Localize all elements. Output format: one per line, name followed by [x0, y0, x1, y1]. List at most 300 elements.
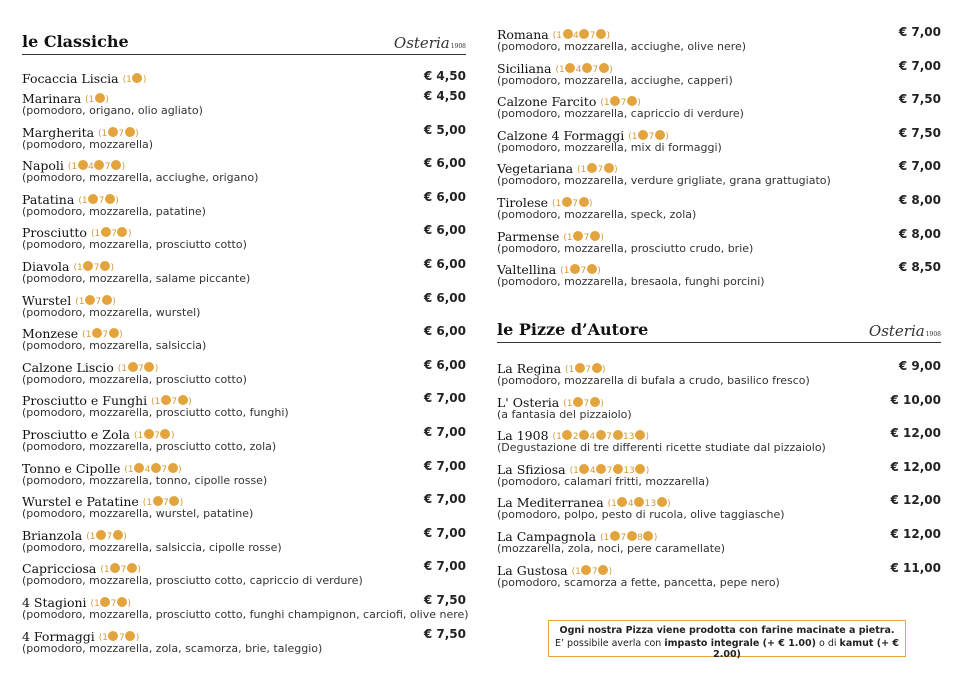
- allergen-icon: [92, 328, 102, 338]
- allergen-number: 1: [121, 363, 128, 374]
- item-ingredients: (pomodoro, mozzarella, verdure grigliate, grana grattugiato): [497, 174, 831, 188]
- item-ingredients: (pomodoro, origano, olio agliato): [22, 104, 203, 117]
- item-name-line: [497, 358, 941, 375]
- item-ingredients: (pomodoro, mozzarella, wurstel, patatine): [22, 507, 254, 521]
- allergen-number: 1: [556, 432, 562, 443]
- allergen-number: 7: [154, 430, 160, 441]
- item-price: € 9,00: [898, 359, 941, 373]
- item-ingredients: (pomodoro, scamorza a fette, pancetta, pepe nero): [497, 575, 780, 589]
- allergen-list: (1 7 ): [82, 330, 123, 341]
- menu-item: [22, 155, 466, 189]
- allergen-number: 1: [556, 31, 562, 41]
- item-ingredients: (a fantasia del pizzaiolo): [497, 407, 632, 421]
- item-name-line: [497, 459, 941, 476]
- item-ingredients: (pomodoro, mozzarella, salame piccante): [22, 271, 251, 285]
- menu-item: [22, 88, 466, 122]
- allergen-number: 1: [555, 198, 562, 209]
- allergen-icon: [168, 463, 178, 473]
- item-name-line: [497, 192, 941, 209]
- allergen-number: 1: [102, 632, 108, 643]
- section-title: le Pizze d’Autore: [497, 320, 649, 339]
- item-price: € 7,00: [423, 458, 466, 473]
- allergen-icon: [573, 231, 583, 241]
- item-price: € 7,00: [423, 525, 466, 540]
- item-name: 4 Stagioni: [22, 594, 87, 610]
- menu-list-classiche-continued: [497, 24, 941, 293]
- allergen-list: (1 ): [122, 75, 147, 85]
- allergen-icon: [160, 429, 170, 439]
- allergen-number: 1: [603, 532, 610, 543]
- menu-item: [22, 222, 466, 256]
- allergen-number: 1: [559, 64, 565, 75]
- item-name-line: [22, 491, 466, 508]
- allergen-icon: [88, 194, 98, 204]
- item-price: € 6,00: [423, 156, 466, 171]
- allergen-number: 13: [623, 465, 635, 476]
- item-ingredients: (pomodoro, mozzarella, acciughe, olive nere): [497, 40, 747, 53]
- allergen-icon: [144, 429, 154, 439]
- allergen-list: (1 2 4 7 13 ): [552, 432, 649, 443]
- allergen-number: 1: [85, 330, 92, 341]
- allergen-number: 7: [104, 162, 111, 173]
- allergen-icon: [117, 227, 127, 237]
- menu-item: [22, 390, 466, 424]
- allergen-icon: [627, 531, 637, 541]
- allergen-icon: [579, 430, 589, 440]
- item-name: Prosciutto e Funghi: [22, 393, 148, 409]
- allergen-number: 7: [95, 296, 102, 307]
- allergen-number: 7: [93, 262, 100, 273]
- allergen-number: 7: [591, 566, 598, 577]
- allergen-icon: [128, 362, 138, 372]
- item-name: Prosciutto: [22, 225, 87, 241]
- item-ingredients: (pomodoro, mozzarella, acciughe, origano): [22, 171, 259, 185]
- item-price: € 7,00: [423, 424, 466, 439]
- allergen-icon: [570, 264, 580, 274]
- item-price: € 7,00: [423, 559, 466, 574]
- item-name-line: [22, 592, 466, 609]
- allergen-icon: [627, 96, 637, 106]
- item-name-line: [22, 290, 466, 307]
- allergen-icon: [579, 29, 589, 39]
- item-name: Tirolese: [497, 194, 549, 210]
- item-name: Brianzola: [22, 527, 83, 543]
- item-name-line: [22, 122, 466, 139]
- allergen-icon: [604, 163, 614, 173]
- allergen-number: 7: [171, 397, 178, 408]
- item-name-line: [22, 88, 466, 105]
- allergen-icon: [610, 96, 620, 106]
- item-name: Focaccia Liscia: [22, 71, 119, 86]
- allergen-number: 1: [71, 162, 78, 173]
- allergen-icon: [590, 231, 600, 241]
- item-name: La 1908: [497, 428, 549, 444]
- allergen-icon: [638, 130, 648, 140]
- allergen-number: 7: [620, 98, 627, 109]
- allergen-icon: [575, 363, 585, 373]
- allergen-number: 7: [111, 229, 117, 240]
- allergen-icon: [587, 163, 597, 173]
- menu-item: [497, 459, 941, 493]
- item-name: Calzone 4 Formaggi: [497, 127, 625, 143]
- allergen-icon: [110, 563, 120, 573]
- allergen-icon: [599, 63, 609, 73]
- allergen-number: 4: [589, 432, 596, 443]
- allergen-icon: [178, 395, 188, 405]
- menu-item: [497, 392, 941, 426]
- allergen-number: 1: [580, 165, 587, 176]
- note-line-1: Ogni nostra Pizza viene prodotta con farine macinate a pietra.: [559, 625, 895, 636]
- menu-item: [497, 425, 941, 459]
- menu-item: [497, 492, 941, 526]
- allergen-number: 7: [572, 198, 579, 209]
- item-name: Wurstel: [22, 292, 72, 308]
- item-name-line: [497, 392, 941, 409]
- allergen-number: 1: [81, 195, 88, 206]
- allergen-number: 1: [566, 232, 573, 243]
- item-price: € 7,00: [898, 58, 941, 73]
- allergen-icon: [562, 197, 572, 207]
- section-title: le Classiche: [22, 32, 129, 51]
- item-name-line: [497, 425, 941, 442]
- item-price: € 12,00: [890, 493, 941, 508]
- allergen-number: 4: [575, 64, 582, 75]
- allergen-list: (1 4 7 ): [555, 64, 613, 75]
- item-name: Wurstel e Patatine: [22, 494, 139, 510]
- allergen-number: 1: [573, 465, 579, 476]
- allergen-icon: [655, 130, 665, 140]
- menu-item: [22, 68, 466, 88]
- allergen-number: 7: [102, 330, 109, 341]
- menu-item: [22, 122, 466, 156]
- allergen-icon: [635, 464, 645, 474]
- item-price: € 8,50: [898, 260, 941, 275]
- item-name: Tonno e Cipolle: [22, 460, 121, 476]
- allergen-icon: [587, 264, 597, 274]
- allergen-list: (1 4 13 ): [607, 499, 671, 510]
- item-name: La Regina: [497, 361, 562, 376]
- item-name-line: [22, 626, 466, 643]
- item-name-line: [497, 492, 941, 509]
- allergen-number: 1: [88, 95, 95, 105]
- allergen-number: 7: [120, 565, 127, 576]
- allergen-number: 7: [118, 632, 125, 643]
- menu-item: [497, 58, 941, 92]
- allergen-icon: [153, 496, 163, 506]
- allergen-icon: [581, 565, 591, 575]
- allergen-number: 1: [611, 499, 617, 510]
- item-name-line: [22, 189, 466, 206]
- item-ingredients: (pomodoro, mozzarella, tonno, cipolle rosse): [22, 473, 268, 487]
- item-price: € 7,50: [898, 92, 941, 107]
- item-price: € 6,00: [423, 189, 466, 204]
- allergen-number: 1: [126, 75, 132, 85]
- item-price: € 7,00: [423, 391, 466, 406]
- item-ingredients: (pomodoro, mozzarella, prosciutto cotto, zola): [22, 439, 277, 453]
- item-ingredients: (pomodoro, mozzarella, prosciutto cotto, funghi champignon, carciofi, olive nere): [22, 607, 469, 621]
- allergen-icon: [108, 631, 118, 641]
- item-ingredients: (pomodoro, mozzarella, salsiccia): [22, 339, 207, 353]
- allergen-number: 7: [161, 464, 168, 475]
- dough-note-box: [548, 620, 906, 660]
- item-price: € 7,50: [898, 125, 941, 140]
- menu-list-classiche: [22, 68, 469, 659]
- item-ingredients: (pomodoro, mozzarella, capriccio di verdure): [497, 107, 744, 121]
- item-price: € 6,00: [423, 290, 466, 305]
- allergen-icon: [634, 497, 644, 507]
- osteria-logo: Osteria1908: [868, 322, 941, 340]
- allergen-list: (1 7 ): [100, 565, 141, 576]
- allergen-number: 7: [592, 64, 599, 75]
- item-name-line: [497, 158, 941, 175]
- allergen-list: (1 4 7 13 ): [569, 465, 650, 476]
- item-name: 4 Formaggi: [22, 628, 95, 644]
- allergen-list: (1 7 ): [563, 398, 604, 409]
- allergen-list: (1 7 ): [117, 363, 159, 374]
- item-price: € 7,50: [423, 592, 466, 607]
- item-name: Romana: [497, 27, 549, 42]
- item-price: € 7,00: [423, 492, 466, 507]
- allergen-number: 1: [603, 98, 610, 109]
- allergen-icon: [83, 261, 93, 271]
- allergen-list: (1 7 ): [86, 531, 127, 542]
- allergen-number: 1: [566, 398, 573, 409]
- item-ingredients: (pomodoro, mozzarella di bufala a crudo, basilico fresco): [497, 374, 810, 387]
- allergen-list: (1 7 ): [577, 165, 618, 176]
- allergen-icon: [590, 397, 600, 407]
- item-name: Patatina: [22, 191, 75, 207]
- allergen-icon: [161, 395, 171, 405]
- menu-item: [497, 526, 941, 560]
- allergen-icon: [573, 397, 583, 407]
- menu-item: [22, 458, 466, 492]
- menu-item: [22, 256, 466, 290]
- item-name: Calzone Liscio: [22, 359, 114, 375]
- allergen-number: 1: [146, 498, 153, 509]
- allergen-list: (1 7 ): [563, 232, 604, 243]
- item-price: € 11,00: [890, 560, 941, 575]
- item-price: € 12,00: [890, 426, 941, 441]
- allergen-icon: [592, 363, 602, 373]
- allergen-icon: [134, 463, 144, 473]
- allergen-number: 13: [623, 432, 635, 443]
- menu-item: [22, 592, 469, 626]
- allergen-number: 4: [627, 499, 634, 510]
- item-price: € 8,00: [898, 192, 941, 207]
- allergen-list: (1 7 ): [571, 566, 613, 577]
- allergen-number: 4: [88, 162, 94, 173]
- allergen-number: 4: [144, 464, 151, 475]
- item-name-line: [22, 256, 466, 273]
- allergen-icon: [596, 430, 606, 440]
- allergen-icon: [596, 464, 606, 474]
- item-price: € 7,50: [423, 626, 466, 641]
- item-name-line: [22, 525, 466, 542]
- section-header-autore: [497, 306, 941, 343]
- item-price: € 5,00: [423, 122, 466, 137]
- osteria-logo: Osteria1908: [393, 34, 466, 52]
- note-line-2: E’ possibile averla con impasto integrale (+ € 1.00) o di kamut (+ € 2.00): [555, 638, 899, 660]
- item-price: € 4,50: [423, 69, 466, 83]
- allergen-icon: [102, 295, 112, 305]
- item-name: Diavola: [22, 258, 70, 274]
- allergen-number: 2: [572, 432, 579, 443]
- allergen-icon: [562, 430, 572, 440]
- allergen-number: 7: [606, 432, 612, 443]
- item-name-line: [497, 91, 941, 108]
- allergen-icon: [613, 464, 623, 474]
- allergen-number: 1: [101, 128, 108, 139]
- allergen-list: (1 7 ): [560, 266, 601, 277]
- allergen-list: (1 7 ): [565, 365, 606, 375]
- allergen-number: 7: [589, 31, 596, 41]
- allergen-number: 4: [589, 465, 596, 476]
- allergen-icon: [598, 565, 608, 575]
- allergen-list: (1 7 ): [600, 98, 641, 109]
- item-name-line: [497, 526, 941, 543]
- allergen-list: (1 7 ): [133, 430, 175, 441]
- allergen-number: 7: [138, 363, 144, 374]
- allergen-icon: [565, 63, 575, 73]
- allergen-number: 1: [127, 464, 134, 475]
- allergen-number: 1: [631, 131, 638, 142]
- menu-item: [497, 91, 941, 125]
- menu-item: [22, 290, 466, 324]
- allergen-number: 7: [583, 398, 590, 409]
- item-price: € 12,00: [890, 526, 941, 541]
- item-name-line: [497, 125, 941, 142]
- allergen-list: (1 4 7 ): [67, 162, 126, 173]
- allergen-number: 7: [585, 365, 592, 375]
- menu-item: [22, 323, 466, 357]
- allergen-number: 7: [163, 498, 169, 509]
- allergen-number: 4: [573, 31, 579, 41]
- allergen-icon: [144, 362, 154, 372]
- item-ingredients: (Degustazione di tre differenti ricette studiate dal pizzaiolo): [497, 441, 826, 455]
- item-price: € 4,50: [423, 89, 466, 103]
- menu-item: [22, 558, 466, 592]
- allergen-number: 7: [620, 532, 627, 543]
- item-name: Vegetariana: [497, 161, 574, 177]
- menu-item: [497, 259, 941, 293]
- allergen-icon: [579, 197, 589, 207]
- allergen-number: 1: [78, 296, 85, 307]
- allergen-icon: [635, 430, 645, 440]
- allergen-icon: [100, 261, 110, 271]
- allergen-list: (1 7 ): [78, 195, 119, 206]
- allergen-icon: [169, 496, 179, 506]
- item-name: Parmense: [497, 228, 560, 244]
- allergen-icon: [610, 531, 620, 541]
- allergen-icon: [94, 160, 104, 170]
- item-name-line: [497, 560, 941, 577]
- section-header-classiche: [22, 18, 466, 55]
- menu-item: [22, 491, 466, 525]
- allergen-list: (1 ): [85, 95, 109, 105]
- allergen-list: (1 7 ): [98, 632, 140, 643]
- menu-item: [497, 125, 941, 159]
- allergen-list: (1 7 ): [90, 598, 132, 609]
- allergen-number: 8: [637, 532, 643, 543]
- allergen-number: 1: [103, 565, 110, 576]
- menu-item: [497, 192, 941, 226]
- item-name-line: [22, 458, 466, 475]
- menu-item: [497, 560, 941, 594]
- item-ingredients: (pomodoro, mozzarella, acciughe, capperi): [497, 73, 733, 87]
- allergen-icon: [617, 497, 627, 507]
- allergen-icon: [127, 563, 137, 573]
- allergen-icon: [96, 530, 106, 540]
- menu-item: [497, 358, 941, 392]
- allergen-list: (1 4 7 ): [124, 464, 182, 475]
- item-ingredients: (pomodoro, mozzarella, wurstel): [22, 305, 201, 319]
- item-name: Valtellina: [497, 262, 557, 278]
- allergen-number: 7: [118, 128, 125, 139]
- allergen-icon: [125, 631, 135, 641]
- allergen-number: 1: [575, 566, 581, 577]
- allergen-icon: [582, 63, 592, 73]
- item-ingredients: (pomodoro, mozzarella, prosciutto cotto, funghi): [22, 406, 289, 420]
- allergen-icon: [613, 430, 623, 440]
- allergen-icon: [113, 530, 123, 540]
- item-ingredients: (pomodoro, mozzarella, patatine): [22, 204, 206, 218]
- allergen-list: (1 7 ): [98, 128, 139, 139]
- menu-item: [22, 525, 466, 559]
- item-ingredients: (pomodoro, mozzarella, speck, zola): [497, 207, 697, 221]
- item-ingredients: (pomodoro, polpo, pesto di rucola, olive taggiasche): [497, 508, 785, 522]
- allergen-list: (1 7 ): [75, 296, 116, 307]
- allergen-number: 13: [644, 499, 657, 510]
- item-price: € 7,00: [898, 25, 941, 39]
- item-price: € 6,00: [423, 324, 466, 339]
- allergen-icon: [109, 328, 119, 338]
- allergen-list: (1 4 7 ): [552, 31, 610, 41]
- item-name: Calzone Farcito: [497, 94, 597, 110]
- item-name-line: [497, 226, 941, 243]
- item-name-line: [497, 58, 941, 75]
- item-name: L' Osteria: [497, 394, 560, 410]
- allergen-icon: [657, 497, 667, 507]
- item-name: Marinara: [22, 91, 82, 106]
- allergen-number: 1: [154, 397, 161, 408]
- allergen-number: 7: [597, 165, 604, 176]
- item-name: Margherita: [22, 124, 95, 140]
- allergen-icon: [117, 597, 127, 607]
- allergen-number: 1: [563, 266, 570, 277]
- allergen-number: 1: [89, 531, 96, 542]
- item-name: Prosciutto e Zola: [22, 426, 130, 442]
- menu-item: [22, 424, 466, 458]
- item-name: Monzese: [22, 326, 79, 342]
- menu-list-autore: [497, 358, 941, 593]
- item-name-line: [22, 390, 466, 407]
- item-name: La Gustosa: [497, 562, 568, 578]
- item-ingredients: (mozzarella, zola, noci, pere caramellate): [497, 541, 726, 555]
- menu-item: [497, 158, 941, 192]
- allergen-list: (1 7 ): [73, 262, 115, 273]
- item-price: € 6,00: [423, 357, 466, 372]
- item-name-line: [22, 323, 466, 340]
- item-ingredients: (pomodoro, mozzarella, bresaola, funghi porcini): [497, 275, 765, 289]
- menu-item: [22, 357, 466, 391]
- allergen-icon: [78, 160, 88, 170]
- allergen-icon: [125, 127, 135, 137]
- menu-item: [22, 626, 466, 660]
- item-name: La Mediterranea: [497, 495, 604, 511]
- allergen-number: 7: [648, 131, 655, 142]
- item-price: € 8,00: [898, 226, 941, 241]
- item-ingredients: (pomodoro, mozzarella, salsiccia, cipolle rosse): [22, 540, 282, 554]
